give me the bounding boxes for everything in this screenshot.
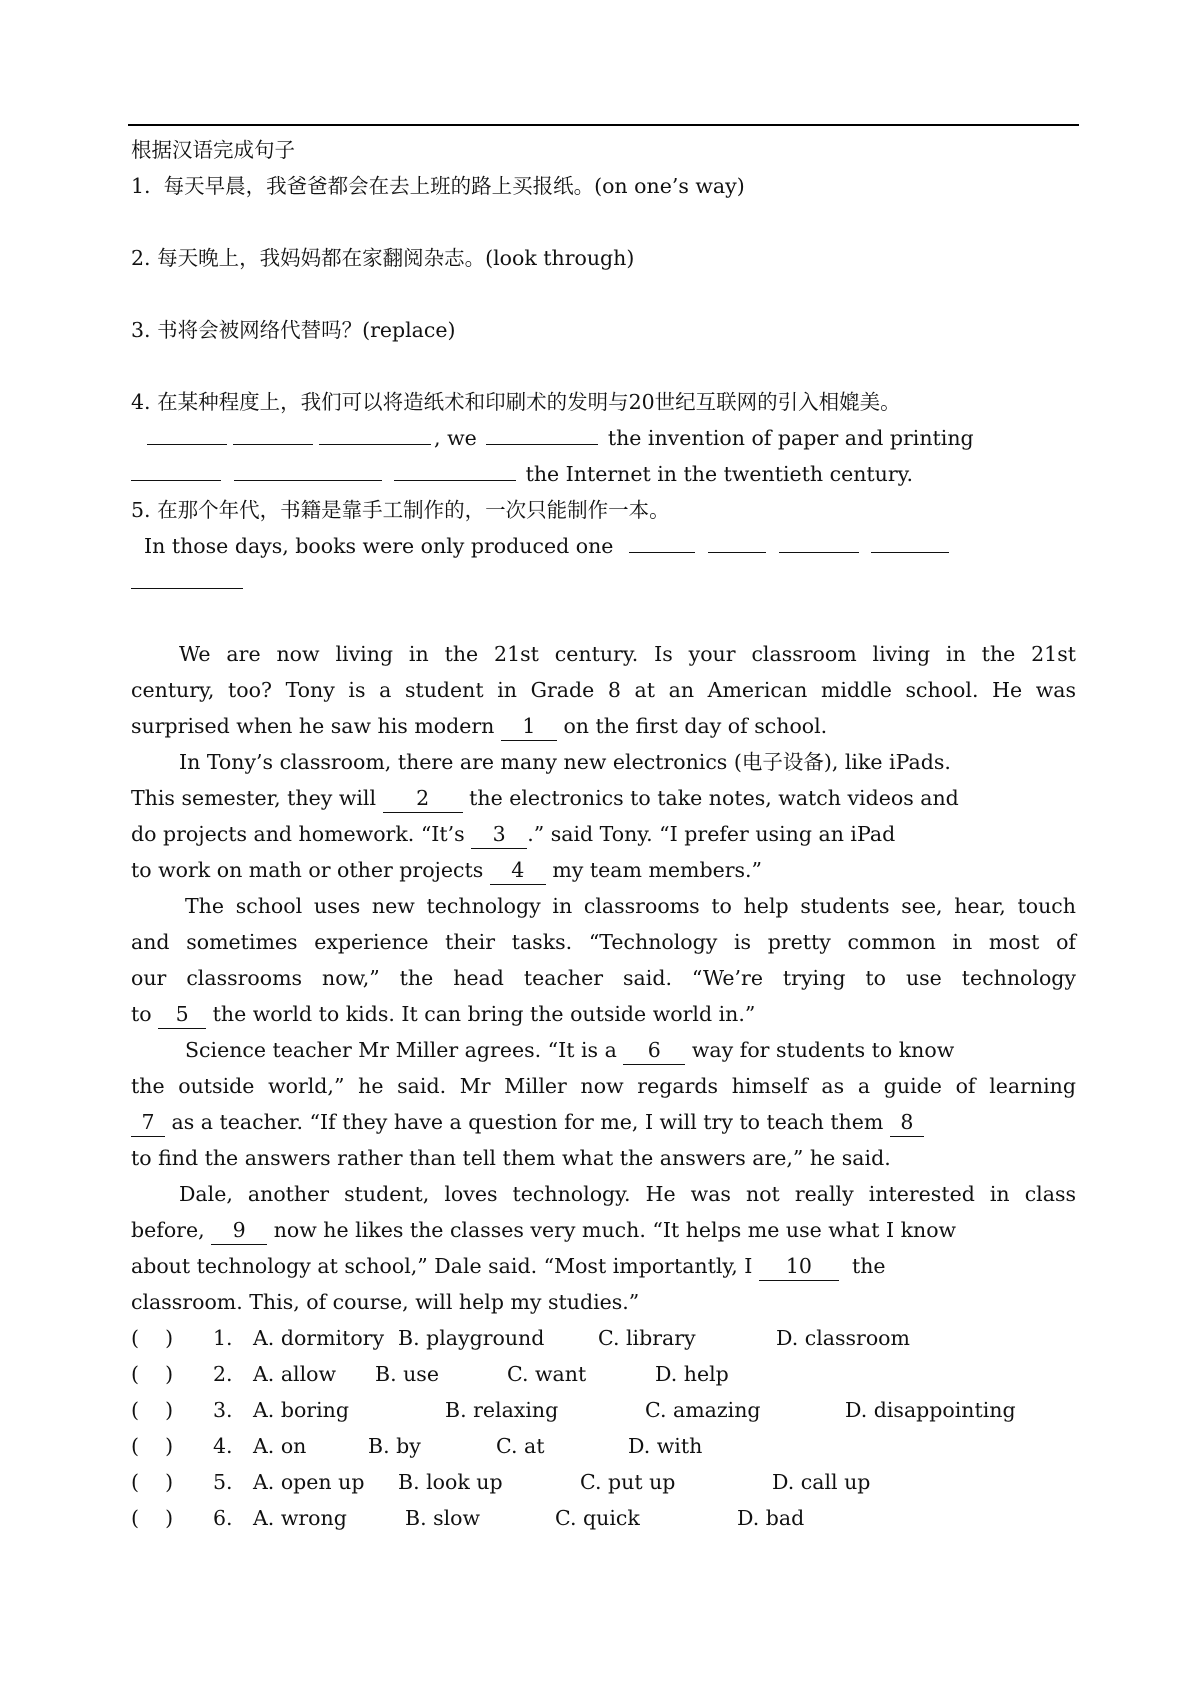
answer-blank[interactable] xyxy=(486,420,598,445)
passage-line: classroom. This, of course, will help my studies.” xyxy=(131,1290,640,1314)
passage-text: before, xyxy=(131,1218,205,1242)
q4-we-text: , we xyxy=(434,426,477,450)
option-d: D. classroom xyxy=(776,1326,910,1350)
passage-line xyxy=(131,1032,1076,1068)
answer-blank[interactable] xyxy=(131,456,221,481)
option-d: D. help xyxy=(655,1362,729,1386)
passage-line xyxy=(131,816,1076,852)
option-a: A. dormitory xyxy=(253,1326,385,1350)
question-number: 6. xyxy=(213,1506,233,1530)
cloze-blank-8[interactable]: 8 xyxy=(890,1108,924,1137)
passage-text: the xyxy=(851,1254,886,1278)
passage-text: Science teacher Mr Miller agrees. “It is a xyxy=(185,1038,617,1062)
question-row xyxy=(131,1500,1076,1536)
translation-q5-en xyxy=(131,528,1076,564)
q5-en-text: In those days, books were only produced one xyxy=(144,534,614,558)
question-row xyxy=(131,1392,1076,1428)
cloze-blank-1[interactable]: 1 xyxy=(501,712,557,741)
option-c: C. at xyxy=(496,1434,545,1458)
translation-q5-en-cont xyxy=(131,564,1076,600)
translation-q4: 4. 在某种程度上，我们可以将造纸术和印刷术的发明与20世纪互联网的引入相媲美。 xyxy=(131,390,901,414)
passage-line: Dale, another student, loves technology. He was not really interested in class xyxy=(179,1182,1076,1206)
passage-text: as a teacher. “If they have a question for me, I will try to teach them xyxy=(171,1110,884,1134)
question-number: 3. xyxy=(213,1398,233,1422)
passage-line xyxy=(131,996,1076,1032)
option-a: A. on xyxy=(253,1434,307,1458)
cloze-blank-10[interactable]: 10 xyxy=(759,1252,839,1281)
option-a: A. allow xyxy=(253,1362,337,1386)
translation-q3: 3. 书将会被网络代替吗？(replace) xyxy=(131,318,456,342)
answer-blank[interactable] xyxy=(131,564,243,589)
question-list xyxy=(131,1320,1076,1536)
option-a: A. boring xyxy=(253,1398,349,1422)
option-d: D. call up xyxy=(772,1470,871,1494)
question-number: 2. xyxy=(213,1362,233,1386)
cloze-blank-3[interactable]: 3 xyxy=(471,820,527,849)
q4-mid-text: the invention of paper and printing xyxy=(607,426,974,450)
passage-text: way for students to know xyxy=(691,1038,955,1062)
section-heading: 根据汉语完成句子 xyxy=(131,138,295,162)
answer-blank[interactable] xyxy=(233,420,313,445)
answer-blank[interactable] xyxy=(234,456,382,481)
cloze-blank-5[interactable]: 5 xyxy=(158,1000,206,1029)
translation-q1: 1. 每天早晨，我爸爸都会在去上班的路上买报纸。(on one’s way) xyxy=(131,174,745,198)
option-b: B. use xyxy=(375,1362,439,1386)
option-b: B. look up xyxy=(398,1470,503,1494)
passage-line: our classrooms now,” the head teacher said. “We’re trying to use technology xyxy=(131,966,1076,990)
passage-text: to work on math or other projects xyxy=(131,858,484,882)
passage-text: my team members.” xyxy=(552,858,763,882)
passage-line xyxy=(131,1248,1076,1284)
passage-line: century, too? Tony is a student in Grade 8 at an American middle school. He was xyxy=(131,678,1076,702)
option-a: A. wrong xyxy=(253,1506,347,1530)
passage-line: We are now living in the 21st century. Is your classroom living in the 21st xyxy=(179,642,1076,666)
passage-line: and sometimes experience their tasks. “Technology is pretty common in most of xyxy=(131,930,1076,954)
option-d: D. bad xyxy=(737,1506,805,1530)
option-a: A. open up xyxy=(253,1470,365,1494)
answer-blank[interactable] xyxy=(147,420,227,445)
question-number: 4. xyxy=(213,1434,233,1458)
passage-text: about technology at school,” Dale said. “Most importantly, I xyxy=(131,1254,753,1278)
answer-parentheses[interactable]: ( ) xyxy=(131,1362,174,1386)
cloze-blank-9[interactable]: 9 xyxy=(211,1216,267,1245)
answer-blank[interactable] xyxy=(394,456,516,481)
cloze-blank-6[interactable]: 6 xyxy=(623,1036,685,1065)
cloze-blank-4[interactable]: 4 xyxy=(490,856,546,885)
option-d: D. disappointing xyxy=(845,1398,1016,1422)
translation-q2: 2. 每天晚上，我妈妈都在家翻阅杂志。(look through) xyxy=(131,246,635,270)
passage-line xyxy=(131,1212,1076,1248)
passage-line xyxy=(131,1104,1076,1140)
answer-parentheses[interactable]: ( ) xyxy=(131,1434,174,1458)
passage-text: This semester, they will xyxy=(131,786,377,810)
answer-blank[interactable] xyxy=(319,420,431,445)
question-number: 5. xyxy=(213,1470,233,1494)
answer-blank[interactable] xyxy=(871,528,949,553)
translation-q5: 5. 在那个年代，书籍是靠手工制作的，一次只能制作一本。 xyxy=(131,498,670,522)
passage-text: the electronics to take notes, watch videos and xyxy=(469,786,959,810)
question-row xyxy=(131,1320,1076,1356)
passage-text: the world to kids. It can bring the outside world in.” xyxy=(212,1002,756,1026)
passage-text: surprised when he saw his modern xyxy=(131,714,495,738)
answer-parentheses[interactable]: ( ) xyxy=(131,1470,174,1494)
passage-line: to find the answers rather than tell them what the answers are,” he said. xyxy=(131,1146,891,1170)
question-row xyxy=(131,1428,1076,1464)
passage-text: do projects and homework. “It’s xyxy=(131,822,465,846)
passage-line xyxy=(131,852,1076,888)
header-rule xyxy=(128,124,1079,126)
cloze-blank-7[interactable]: 7 xyxy=(131,1108,165,1137)
answer-parentheses[interactable]: ( ) xyxy=(131,1398,174,1422)
passage-text: to xyxy=(131,1002,152,1026)
option-c: C. library xyxy=(598,1326,696,1350)
option-c: C. put up xyxy=(580,1470,676,1494)
question-row xyxy=(131,1464,1076,1500)
option-d: D. with xyxy=(628,1434,703,1458)
translation-q4-line2 xyxy=(131,456,1076,492)
question-number: 1. xyxy=(213,1326,233,1350)
passage-line: the outside world,” he said. Mr Miller now regards himself as a guide of learning xyxy=(131,1074,1076,1098)
question-row xyxy=(131,1356,1076,1392)
option-c: C. amazing xyxy=(645,1398,761,1422)
option-b: B. relaxing xyxy=(445,1398,559,1422)
translation-q4-line1 xyxy=(131,420,1076,456)
option-b: B. slow xyxy=(405,1506,481,1530)
cloze-blank-2[interactable]: 2 xyxy=(383,784,463,813)
option-b: B. playground xyxy=(398,1326,545,1350)
passage-line: The school uses new technology in classrooms to help students see, hear, touch xyxy=(185,894,1076,918)
passage-line xyxy=(131,780,1076,816)
option-b: B. by xyxy=(368,1434,421,1458)
passage-line: In Tony’s classroom, there are many new electronics (电子设备), like iPads. xyxy=(179,750,951,774)
answer-parentheses[interactable]: ( ) xyxy=(131,1506,174,1530)
answer-parentheses[interactable]: ( ) xyxy=(131,1326,174,1350)
option-c: C. want xyxy=(507,1362,587,1386)
passage-text: now he likes the classes very much. “It helps me use what I know xyxy=(273,1218,957,1242)
option-c: C. quick xyxy=(555,1506,640,1530)
answer-blank[interactable] xyxy=(708,528,766,553)
answer-blank[interactable] xyxy=(629,528,695,553)
passage-line xyxy=(131,708,1076,744)
q4-end-text: the Internet in the twentieth century. xyxy=(525,462,914,486)
answer-blank[interactable] xyxy=(779,528,859,553)
passage-text: on the first day of school. xyxy=(563,714,828,738)
passage-text: .” said Tony. “I prefer using an iPad xyxy=(527,822,896,846)
worksheet-content xyxy=(131,132,1076,1536)
